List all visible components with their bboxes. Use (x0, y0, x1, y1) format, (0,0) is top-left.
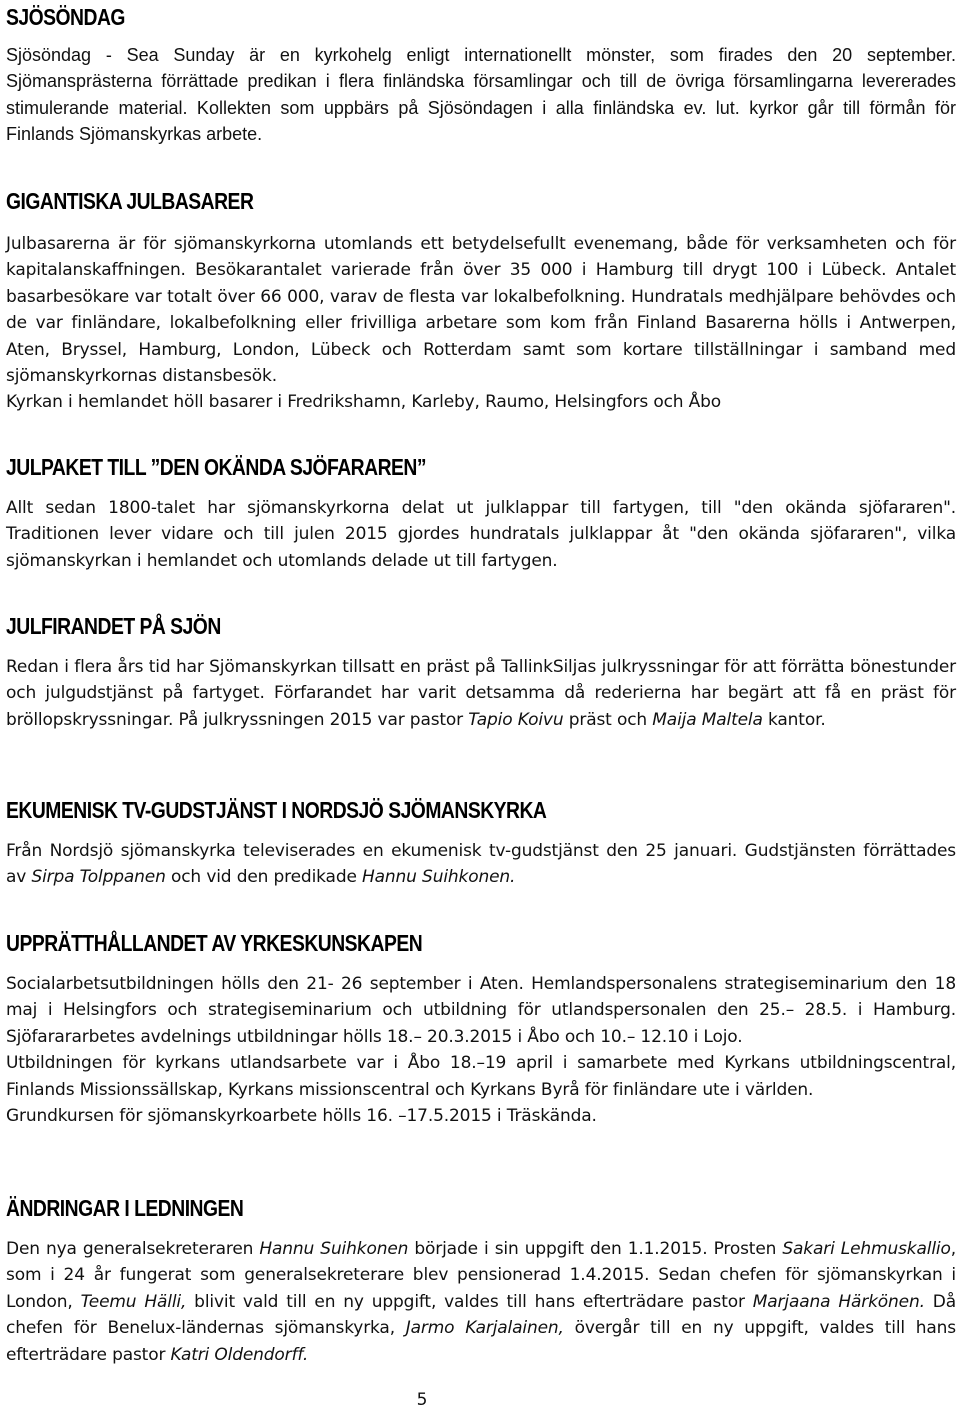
person-name: Hannu Suihkonen (259, 1239, 409, 1259)
section-paragraph: Kyrkan i hemlandet höll basarer i Fredrikshamn, Karleby, Raumo, Helsingfors och Åbo (6, 392, 722, 413)
person-name: Teemu Hälli, (80, 1291, 187, 1312)
section-paragraph (6, 654, 956, 733)
text-run: Den nya generalsekreteraren (6, 1239, 260, 1259)
section-ekumenisk (6, 795, 956, 891)
section-heading: JULPAKET TILL ”DEN OKÄNDA SJÖFARAREN” (6, 454, 427, 480)
section-sjosondag (6, 2, 956, 148)
text-run: präst och (563, 709, 653, 730)
text-run: Redan i flera års tid har Sjömanskyrkan tillsatt en präst på TallinkSiljas julkryssningar för att förrätta bönestunder och julgudstjänst på fartyget. Förfarandet har varit detsamma då rederierna har begärt att få en präst för bröllopskryssningar. På julkryssningen 2015 var pastor (6, 657, 956, 730)
section-julbasarer (6, 186, 956, 416)
section-heading: EKUMENISK TV-GUDSTJÄNST I NORDSJÖ SJÖMANSKYRKA (6, 797, 547, 823)
section-heading: ÄNDRINGAR I LEDNINGEN (6, 1195, 244, 1221)
section-paragraph: Allt sedan 1800-talet har sjömanskyrkorna delat ut julklappar till fartygen, till "den okända sjöfararen". Traditionen lever vidare och till julen 2015 gjordes hundratals julklappar åt "den okända sjöfararen", vilka sjömanskyrkan i hemlandet och utomlands delade ut till fartygen. (6, 498, 956, 571)
person-name: Sakari Lehmuskallio (782, 1239, 951, 1259)
section-yrkeskunskapen (6, 928, 956, 1129)
page-number: 5 (416, 1390, 428, 1410)
section-paragraph: Sjösöndag - Sea Sunday är en kyrkohelg enligt internationellt mönster, som firades den 20 september. Sjömansprästerna förrättade predikan i flera finländska församlingar och till de övriga församlingarna levererades stimulerande material. Kollekten som uppbärs på Sjösöndagen i alla finländska ev. lut. kyrkor går till förmån för Finlands Sjömanskyrkas arbete. (6, 45, 956, 145)
section-paragraph: Grundkursen för sjömanskyrkoarbete hölls 16. –17.5.2015 i Träskända. (6, 1106, 597, 1127)
text-run: blivit vald till en ny uppgift, valdes till hans efterträdare pastor (186, 1291, 753, 1312)
section-paragraph: Socialarbetsutbildningen hölls den 21- 26 september i Aten. Hemlandspersonalens strategiseminarium den 18 maj i Helsingfors och strategiseminarium och utbildning för utlandspersonalen den 25.– 28.5. i Hamburg. Sjöfarararbetes avdelnings utbildningar hölls 18.– 20.3.2015 i Åbo och 10.– 12.10 i Lojo. (6, 974, 956, 1047)
person-name: Sirpa Tolppanen (31, 867, 166, 888)
section-heading: GIGANTISKA JULBASARER (6, 188, 254, 214)
section-paragraph: Utbildningen för kyrkans utlandsarbete var i Åbo 18.–19 april i samarbete med Kyrkans utbildningscentral, Finlands Missionssällskap, Kyrkans missionscentral och Kyrkans Byrå för finländare ute i världen. (6, 1053, 956, 1100)
person-name: Hannu Suihkonen. (362, 867, 516, 888)
section-heading: UPPRÄTTHÅLLANDET AV YRKESKUNSKAPEN (6, 930, 423, 956)
text-run: , som i 24 år fungerat som generalsekreterare blev pensionerad 1.4.2015. Sedan chefen för sjömanskyrkan i London, (6, 1239, 956, 1312)
person-name: Maija Maltela (652, 709, 763, 730)
person-name: Marjaana Härkönen. (752, 1291, 925, 1312)
person-name: Katri Oldendorff. (170, 1344, 309, 1365)
section-ledningen (6, 1193, 956, 1368)
section-julpaket (6, 452, 956, 574)
text-run: och vid den predikade (165, 867, 363, 888)
section-julfirandet (6, 611, 956, 733)
text-run: började i sin uppgift den 1.1.2015. Prosten (408, 1239, 783, 1259)
section-heading: SJÖSÖNDAG (6, 4, 125, 30)
text-run: Från Nordsjö sjömanskyrka televiserades en ekumenisk tv-gudstjänst den 25 januari. Gudstjänsten förrättades av (6, 841, 956, 888)
person-name: Jarmo Karjalainen, (405, 1318, 564, 1339)
section-heading: JULFIRANDET PÅ SJÖN (6, 613, 221, 639)
text-run: Då chefen för Benelux-ländernas sjömanskyrka, (6, 1291, 956, 1339)
section-paragraph: Julbasarerna är för sjömanskyrkorna utomlands ett betydelsefullt evenemang, både för verksamheten och för kapitalanskaffningen. Besökarantalet varierade från över 35 000 i Hamburg till drygt 100 i Lübeck. Antalet basarbesökare var totalt över 66 000, varav de flesta var lokalbefolkning. Hundratals medhjälpare behövdes och de var finländare, lokalbefolkning eller frivilliga arbetare som kom från Finland Basarerna hölls i Antwerpen, Aten, Bryssel, Hamburg, London, Lübeck och Rotterdam samt som kortare tillställningar i samband med sjömanskyrkornas distansbesök. (6, 234, 956, 387)
section-paragraph (6, 1236, 956, 1368)
section-paragraph (6, 838, 956, 891)
person-name: Tapio Koivu (468, 709, 564, 730)
text-run: övergår till en ny uppgift, valdes till hans efterträdare pastor (6, 1318, 956, 1365)
text-run: kantor. (762, 709, 826, 730)
